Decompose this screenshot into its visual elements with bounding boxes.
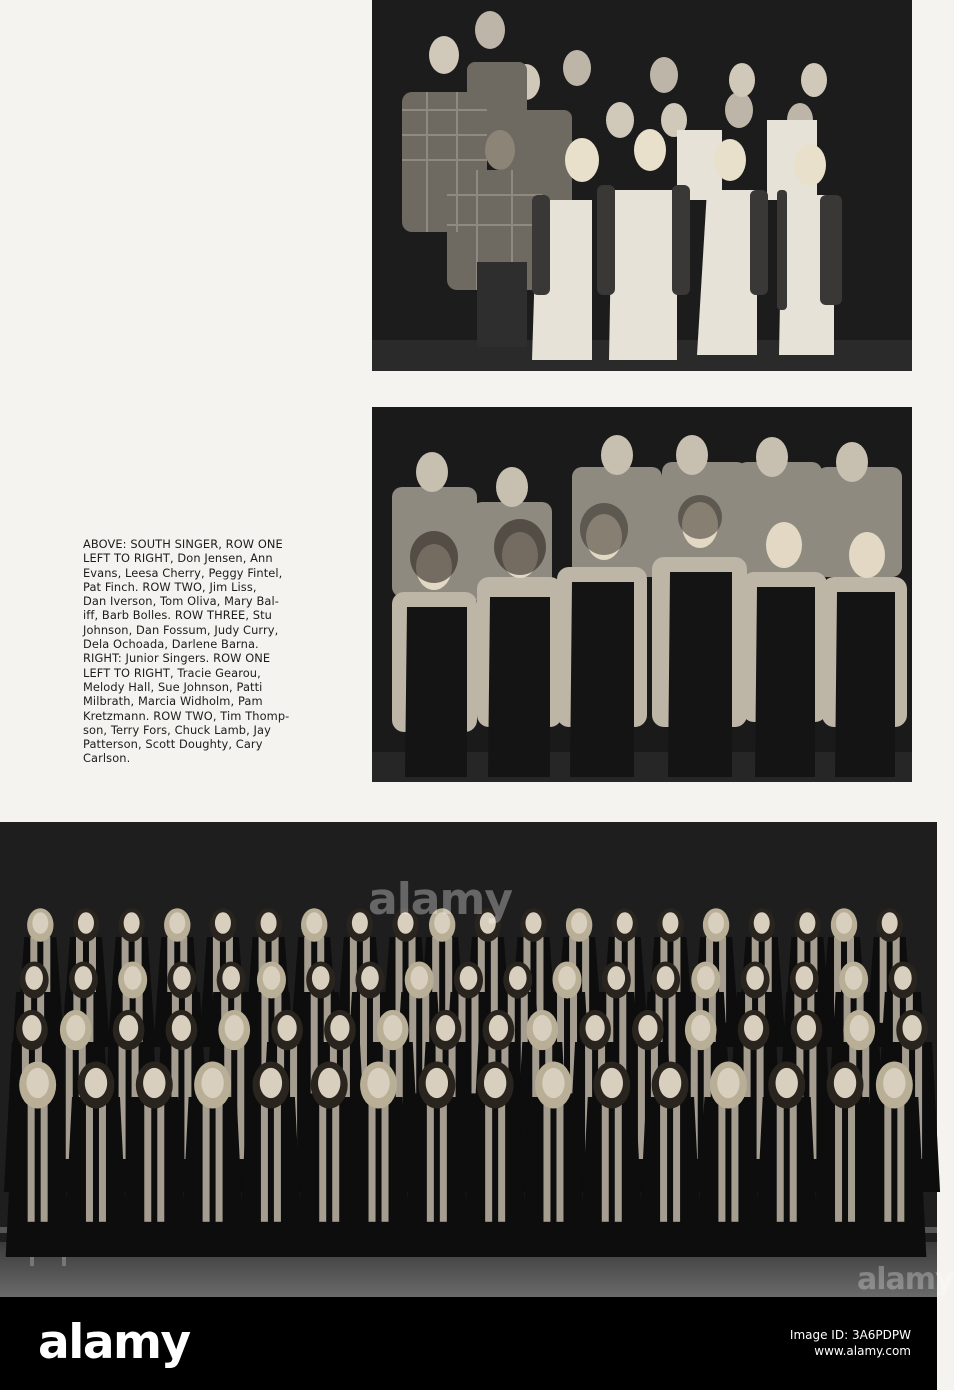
- choir-face: [215, 912, 231, 934]
- choir-face: [489, 1015, 508, 1041]
- image-id-text: Image ID: 3A6PDPW: [789, 1328, 911, 1342]
- caption-line: LEFT TO RIGHT, Tracie Gearou,: [83, 665, 261, 680]
- caption-line: Johnson, Dan Fossum, Judy Curry,: [83, 622, 279, 637]
- choir-face: [143, 1068, 165, 1098]
- choir-face: [66, 1015, 85, 1041]
- choir-face: [460, 966, 478, 990]
- choir-face: [484, 1068, 506, 1098]
- choir-face: [26, 1068, 48, 1098]
- choir-face: [75, 966, 93, 990]
- choir-robe: [181, 1097, 245, 1257]
- caption-line: LEFT TO RIGHT, Don Jensen, Ann: [83, 551, 273, 566]
- choir-face: [367, 1068, 389, 1098]
- choir-face: [25, 966, 43, 990]
- choir-stole: [777, 1097, 784, 1222]
- choir-stole: [718, 1097, 725, 1222]
- choir-face: [601, 1068, 623, 1098]
- caption-line: iff, Barb Bolles. ROW THREE, Stu: [83, 608, 273, 623]
- choir-stole: [86, 1097, 93, 1222]
- junior-singers-photo-art: [372, 407, 912, 782]
- choir-stole: [332, 1097, 339, 1222]
- choir-robe: [64, 1097, 128, 1257]
- choir-robe: [580, 1097, 644, 1257]
- choir-face: [558, 966, 576, 990]
- choir-stole: [638, 1042, 645, 1159]
- choir-robe: [6, 1097, 70, 1257]
- watermark-center: alamy: [368, 874, 512, 925]
- choir-face: [318, 1068, 340, 1098]
- choir-face: [571, 912, 587, 934]
- choir-face: [222, 966, 240, 990]
- caption-line: Pat Finch. ROW TWO, Jim Liss,: [83, 579, 257, 594]
- choir-stole: [660, 1097, 667, 1222]
- caption-line: Melody Hall, Sue Johnson, Patti: [83, 679, 263, 694]
- south-singers-photo: [372, 0, 912, 371]
- choir-face: [902, 1015, 921, 1041]
- choir-face: [509, 966, 527, 990]
- choir-robe: [638, 1097, 702, 1257]
- choir-stole: [427, 1097, 434, 1222]
- choir-stole: [731, 1097, 738, 1222]
- choir-face: [691, 1015, 710, 1041]
- choir-face: [850, 1015, 869, 1041]
- choir-face: [124, 912, 140, 934]
- choir-stole: [790, 1097, 797, 1222]
- choir-robe: [239, 1097, 303, 1257]
- watermark-right: alamy: [857, 1262, 954, 1297]
- choir-stole: [884, 1097, 891, 1222]
- choir-face: [352, 912, 368, 934]
- choir-face: [617, 912, 633, 934]
- choir-face: [32, 912, 48, 934]
- choir-face: [746, 966, 764, 990]
- image-id-block: [790, 1327, 911, 1359]
- choir-face: [607, 966, 625, 990]
- choir-stole: [28, 1097, 35, 1222]
- choir-face: [659, 1068, 681, 1098]
- choir-stole: [673, 1097, 680, 1222]
- choir-stole: [274, 1097, 281, 1222]
- choir-stole: [848, 1097, 855, 1222]
- choir-face: [410, 966, 428, 990]
- caption-line: RIGHT: Junior Singers. ROW ONE: [83, 651, 271, 666]
- choir-face: [312, 966, 330, 990]
- choir-face: [796, 966, 814, 990]
- choir-face: [383, 1015, 402, 1041]
- choir-stole: [99, 1097, 106, 1222]
- choir-face: [638, 1015, 657, 1041]
- choir-face: [261, 912, 277, 934]
- choir-robe: [755, 1097, 819, 1257]
- choir-face: [260, 1068, 282, 1098]
- choir-robe: [405, 1097, 469, 1257]
- choir-face: [882, 912, 898, 934]
- choir-face: [306, 912, 322, 934]
- choir-stole: [144, 1097, 151, 1222]
- site-url-text: www.alamy.com: [814, 1344, 911, 1358]
- choir-face: [883, 1068, 905, 1098]
- choir-robe: [347, 1097, 411, 1257]
- choir-face: [225, 1015, 244, 1041]
- choir-face: [119, 1015, 138, 1041]
- choir-face: [708, 912, 724, 934]
- choir-stole: [216, 1097, 223, 1222]
- choir-stole: [498, 1097, 505, 1222]
- caption-line: Carlson.: [83, 751, 131, 766]
- choir-face: [85, 1068, 107, 1098]
- choir-stole: [369, 1097, 376, 1222]
- junior-singers-photo: [372, 407, 912, 782]
- choir-stole: [41, 1097, 48, 1222]
- choir-face: [201, 1068, 223, 1098]
- choir-stole: [382, 1097, 389, 1222]
- choir-stole: [485, 1097, 492, 1222]
- choir-face: [542, 1068, 564, 1098]
- choir-stole: [615, 1097, 622, 1222]
- choir-stole: [157, 1097, 164, 1222]
- caption-line: Milbrath, Marcia Widholm, Pam: [83, 694, 263, 709]
- choir-face: [169, 912, 185, 934]
- choir-robe: [862, 1097, 926, 1257]
- choir-face: [836, 912, 852, 934]
- choir-face: [717, 1068, 739, 1098]
- alamy-logo: alamy: [38, 1315, 190, 1370]
- caption-line: Dela Ochoada, Darlene Barna.: [83, 637, 259, 652]
- choir-face: [22, 1015, 41, 1041]
- choir-face: [894, 966, 912, 990]
- photo-caption: [83, 537, 358, 766]
- choir-face: [361, 966, 379, 990]
- choir-face: [426, 1068, 448, 1098]
- choir-face: [657, 966, 675, 990]
- choir-stole: [556, 1097, 563, 1222]
- choir-stole: [319, 1097, 326, 1222]
- choir-stole: [602, 1097, 609, 1222]
- choir-face: [799, 912, 815, 934]
- choir-stole: [440, 1097, 447, 1222]
- choir-robe: [521, 1097, 585, 1257]
- caption-line: Kretzmann. ROW TWO, Tim Thomp-: [83, 708, 290, 723]
- choir-stole: [203, 1097, 210, 1222]
- choir-stole: [491, 937, 498, 1023]
- choir-stole: [543, 1097, 550, 1222]
- caption-line: son, Terry Fors, Chuck Lamb, Jay: [83, 722, 271, 737]
- choir-face: [834, 1068, 856, 1098]
- choir-face: [845, 966, 863, 990]
- choir-face: [533, 1015, 552, 1041]
- choir-face: [525, 912, 541, 934]
- choir-robe: [696, 1097, 760, 1257]
- choir-face: [172, 1015, 191, 1041]
- choir-face: [277, 1015, 296, 1041]
- caption-line: Evans, Leesa Cherry, Peggy Fintel,: [83, 565, 283, 580]
- choir-face: [697, 966, 715, 990]
- choir-face: [78, 912, 94, 934]
- choir-face: [797, 1015, 816, 1041]
- choir-face: [662, 912, 678, 934]
- choir-robe: [122, 1097, 186, 1257]
- choir-face: [263, 966, 281, 990]
- choir-face: [744, 1015, 763, 1041]
- choir-face: [754, 912, 770, 934]
- choir-face: [173, 966, 191, 990]
- choir-face: [776, 1068, 798, 1098]
- choir-robe: [463, 1097, 527, 1257]
- choir-stole: [261, 1097, 268, 1222]
- caption-line: Patterson, Scott Doughty, Cary: [83, 737, 263, 752]
- choir-stole: [897, 1097, 904, 1222]
- choir-face: [436, 1015, 455, 1041]
- south-singers-photo-art: [372, 0, 912, 371]
- caption-line: Dan Iverson, Tom Oliva, Mary Bal-: [83, 594, 279, 609]
- caption-line: ABOVE: SOUTH SINGER, ROW ONE: [83, 537, 283, 551]
- choir-face: [585, 1015, 604, 1041]
- choir-stole: [835, 1097, 842, 1222]
- choir-face: [124, 966, 142, 990]
- choir-face: [330, 1015, 349, 1041]
